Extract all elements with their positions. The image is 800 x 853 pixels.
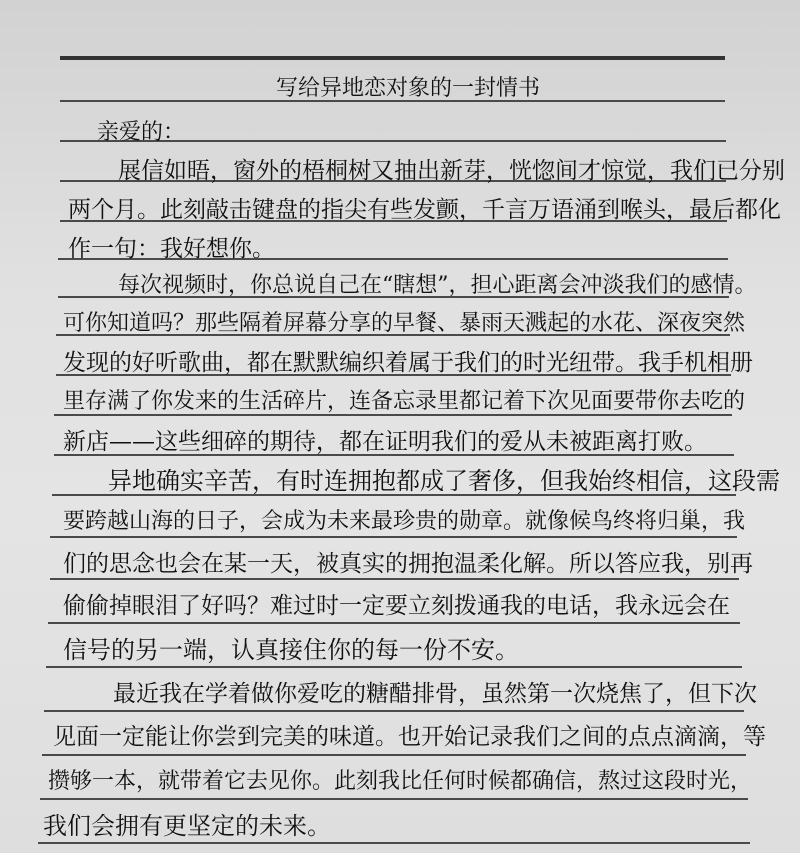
text-line: 两个月。此刻敲击键盘的指尖有些发颤，千言万语涌到喉头，最后都化 xyxy=(68,197,781,223)
ruled-line xyxy=(44,710,744,712)
ruled-line xyxy=(40,798,748,800)
ruled-line xyxy=(46,666,742,668)
letter-title: 写给异地恋对象的一封情书 xyxy=(276,76,541,101)
text-line: 攒够一本，就带着它去见你。此刻我比任何时候都确信，熬过这段时光， xyxy=(48,769,753,794)
text-line: 异地确实辛苦，有时连拥抱都成了奢侈，但我始终相信，这段需 xyxy=(108,467,780,495)
text-line: 可你知道吗？那些隔着屏幕分享的早餐、暴雨天溅起的水花、深夜突然 xyxy=(63,311,746,336)
text-line: 新店——这些细碎的期待，都在证明我们的爱从未被距离打败。 xyxy=(63,429,707,455)
text-line: 每次视频时，你总说自己在“瞎想”，担心距离会冲淡我们的感情。 xyxy=(118,273,757,298)
ruled-line xyxy=(38,842,750,844)
ruled-line xyxy=(42,754,746,756)
text-line: 作一句：我好想你。 xyxy=(68,236,275,262)
text-line: 我们会拥有更坚定的未来。 xyxy=(43,812,331,840)
text-line: 发现的好听歌曲，都在默默编织着属于我们的时光纽带。我手机相册 xyxy=(63,350,753,376)
text-line: 里存满了你发来的生活碎片，连备忘录里都记着下次见面要带你去吃的 xyxy=(63,389,746,414)
text-line: 们的思念也会在某一天，被真实的拥抱温柔化解。所以答应我，别再 xyxy=(63,551,753,577)
text-line: 见面一定能让你尝到完美的味道。也开始记录我们之间的点点滴滴，等 xyxy=(53,724,766,750)
text-line: 要跨越山海的日子，会成为未来最珍贵的勋章。就像候鸟终将归巢，我 xyxy=(63,509,746,534)
salutation: 亲爱的： xyxy=(97,120,186,145)
text-line: 展信如晤，窗外的梧桐树又抽出新芽，恍惚间才惊觉，我们已分别 xyxy=(118,158,785,184)
top-border-line xyxy=(60,56,725,60)
text-line: 信号的另一端，认真接住你的每一份不安。 xyxy=(63,636,519,664)
text-line: 偷偷掉眼泪了好吗？难过时一定要立刻拨通我的电话，我永远会在 xyxy=(63,593,730,619)
ruled-line xyxy=(48,622,740,624)
text-line: 最近我在学着做你爱吃的糖醋排骨，虽然第一次烧焦了，但下次 xyxy=(113,681,757,707)
